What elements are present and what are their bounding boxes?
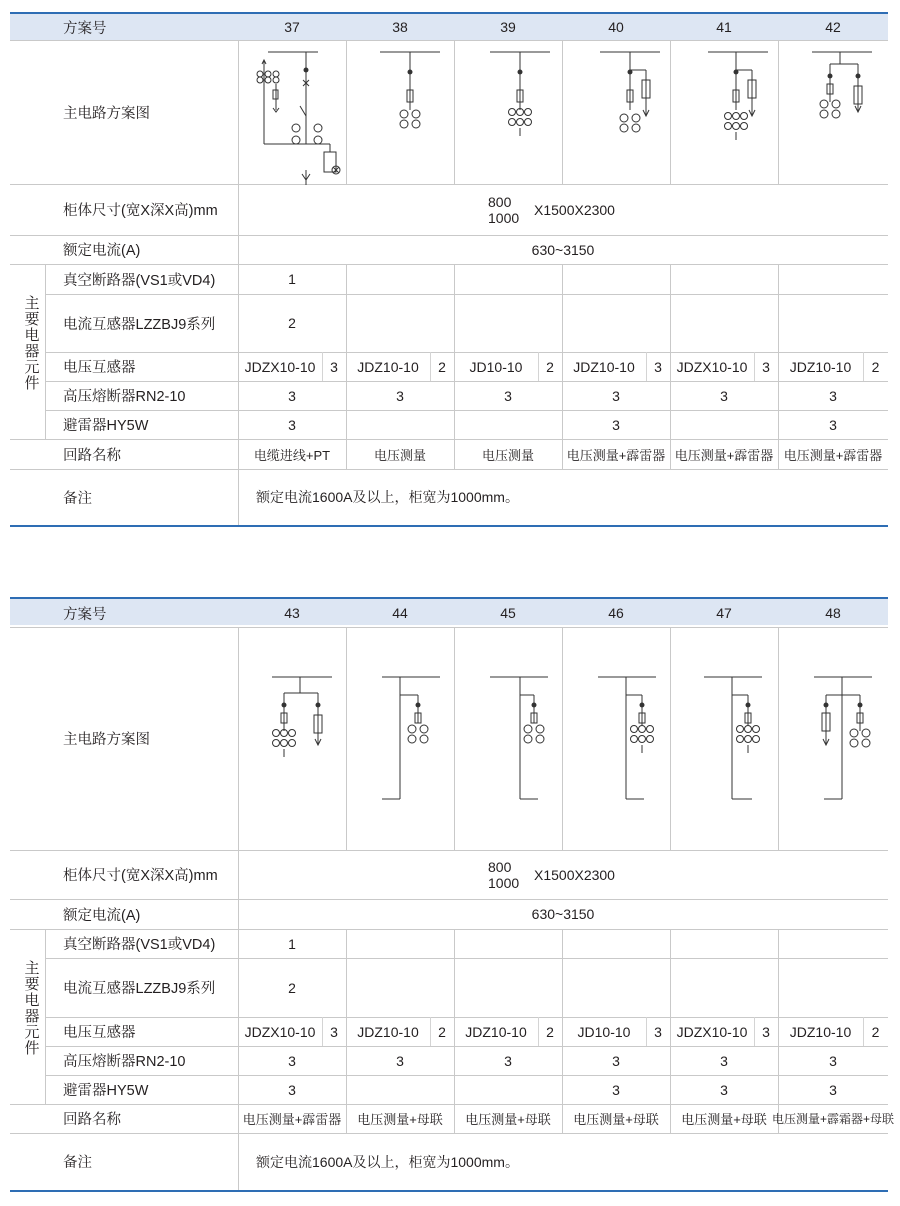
- pt-qty: 3: [762, 1023, 770, 1040]
- arrester-qty: [454, 410, 562, 439]
- rated-current-value: 630~3150: [531, 241, 595, 258]
- fuse-qty: 3: [829, 1052, 837, 1069]
- circuit-name: 电压测量: [373, 447, 426, 463]
- pt-qty: 3: [330, 1023, 338, 1040]
- scheme-table-1: [10, 12, 888, 527]
- table-bottom-rule: [10, 525, 888, 527]
- cabinet-width-1000: 1000: [488, 210, 520, 226]
- arrester-qty: 3: [612, 1081, 620, 1098]
- cabinet-depth-height: X1500X2300: [534, 867, 615, 883]
- remark-text: 额定电流1600A及以上，柜宽为1000mm。: [256, 1153, 519, 1170]
- arrester-qty: 3: [612, 416, 620, 433]
- cabinet-width-800: 800: [488, 859, 512, 875]
- pt-model: JD10-10: [469, 358, 523, 375]
- fuse-qty: 3: [288, 387, 296, 404]
- pt-qty: 2: [871, 358, 880, 375]
- circuit-diagram-39: [454, 40, 562, 184]
- pt-model: JDZ10-10: [465, 1023, 527, 1040]
- size-row-label: 柜体尺寸(宽X深X高)mm: [63, 868, 218, 884]
- diagram-row-label: 主电路方案图: [63, 105, 150, 122]
- circuit-name: 电压测量+霹霜器+母联: [771, 1112, 895, 1126]
- circuit-row-label: 回路名称: [63, 447, 121, 464]
- breaker-row-label: 真空断路器(VS1或VD4): [63, 937, 216, 953]
- arrester-row-label: 避雷器HY5W: [63, 1083, 149, 1099]
- arrester-qty: [346, 410, 454, 439]
- diagram-row-label: 主电路方案图: [63, 732, 150, 748]
- circuit-row-label: 回路名称: [63, 1112, 121, 1128]
- pt-model: JDZX10-10: [676, 1023, 748, 1040]
- circuit-diagram-43: [238, 627, 346, 850]
- arrester-qty: [670, 410, 778, 439]
- circuit-name: 电压测量+母联: [573, 1112, 659, 1127]
- circuit-diagram-40: [562, 40, 670, 184]
- pt-qty: 3: [762, 358, 770, 375]
- circuit-name: 电压测量+母联: [681, 1112, 767, 1127]
- pt-qty: 2: [546, 1023, 554, 1040]
- pt-model: JDZ10-10: [789, 358, 852, 375]
- pt-qty: 3: [330, 358, 338, 375]
- pt-model: JDZX10-10: [244, 1023, 316, 1040]
- circuit-diagram-44: [346, 627, 454, 850]
- pt-row-label: 电压互感器: [63, 360, 136, 376]
- circuit-diagram-42: [778, 40, 888, 184]
- arrester-row-label: 避雷器HY5W: [63, 418, 149, 434]
- circuit-name: 电压测量+霹雷器: [566, 447, 666, 463]
- circuit-diagram-41: [670, 40, 778, 184]
- pt-model: JDZX10-10: [676, 358, 748, 375]
- fuse-qty: 3: [720, 387, 728, 404]
- scheme-number: 40: [608, 19, 624, 35]
- fuse-qty: 3: [829, 387, 837, 404]
- fuse-qty: 3: [504, 387, 512, 404]
- scheme-number: 43: [284, 605, 300, 621]
- scheme-number: 46: [608, 605, 624, 621]
- cabinet-depth-height: X1500X2300: [534, 202, 615, 218]
- fuse-row-label: 高压熔断器RN2-10: [63, 389, 186, 405]
- circuit-diagram-37: [238, 40, 346, 184]
- circuit-diagram-46: [562, 627, 670, 850]
- fuse-qty: 3: [288, 1052, 296, 1069]
- remark-row-label: 备注: [63, 490, 92, 507]
- fuse-row-label: 高压熔断器RN2-10: [63, 1054, 186, 1070]
- remark-text: 额定电流1600A及以上，柜宽为1000mm。: [256, 489, 519, 505]
- main-components-group-label: 主要电器元件: [24, 295, 40, 392]
- scheme-number: 42: [825, 19, 841, 35]
- circuit-diagram-47: [670, 627, 778, 850]
- arrester-qty: 3: [829, 1081, 837, 1098]
- pt-qty: 2: [438, 1023, 446, 1040]
- scheme-number-label: 方案号: [63, 20, 107, 37]
- arrester-qty: [454, 1075, 562, 1104]
- arrester-qty: 3: [720, 1081, 728, 1098]
- arrester-qty: [346, 1075, 454, 1104]
- pt-qty: 3: [654, 358, 662, 375]
- breaker-qty: 1: [288, 271, 296, 287]
- scheme-number: 47: [716, 605, 732, 621]
- scheme-number: 48: [825, 605, 841, 621]
- fuse-qty: 3: [612, 1052, 620, 1069]
- rated-current-value: 630~3150: [531, 906, 595, 922]
- size-row-label: 柜体尺寸(宽X深X高)mm: [63, 203, 218, 219]
- breaker-row-label: 真空断路器(VS1或VD4): [63, 272, 216, 289]
- cabinet-width-1000: 1000: [488, 875, 520, 891]
- fuse-qty: 3: [396, 1052, 404, 1069]
- fuse-qty: 3: [612, 387, 620, 404]
- circuit-name: 电压测量+母联: [465, 1112, 551, 1127]
- arrester-qty: 3: [829, 416, 837, 433]
- pt-qty: 2: [546, 358, 554, 375]
- scheme-number: 44: [392, 605, 408, 621]
- current-row-label: 额定电流(A): [63, 907, 141, 924]
- fuse-qty: 3: [720, 1052, 728, 1069]
- circuit-diagram-38: [346, 40, 454, 184]
- current-row-label: 额定电流(A): [63, 243, 141, 259]
- pt-qty: 2: [438, 358, 446, 375]
- circuit-diagram-45: [454, 627, 562, 850]
- main-components-group-label: 主要电器元件: [24, 960, 40, 1057]
- circuit-name: 电压测量: [481, 447, 534, 463]
- ct-row-label: 电流互感器LZZBJ9系列: [63, 981, 216, 997]
- scheme-number-label: 方案号: [63, 606, 107, 623]
- scheme-table-2: [10, 597, 895, 1192]
- scheme-number: 38: [392, 19, 408, 35]
- pt-model: JDZ10-10: [573, 358, 635, 375]
- circuit-name: 电压测量+霹雷器: [783, 447, 883, 463]
- breaker-qty: 1: [288, 935, 296, 952]
- circuit-name: 电压测量+母联: [357, 1112, 443, 1127]
- scheme-number: 45: [500, 605, 516, 621]
- pt-qty: 2: [871, 1023, 880, 1040]
- arrester-qty: 3: [288, 416, 296, 433]
- circuit-name: 电压测量+霹雷器: [242, 1112, 342, 1127]
- pt-row-label: 电压互感器: [63, 1025, 136, 1041]
- remark-row-label: 备注: [63, 1155, 92, 1171]
- circuit-diagram-48: [778, 627, 888, 850]
- ct-qty: 2: [288, 979, 296, 996]
- pt-model: JDZ10-10: [789, 1023, 852, 1040]
- scheme-number: 37: [284, 19, 300, 35]
- cabinet-width-800: 800: [488, 194, 512, 210]
- circuit-name: 电压测量+霹雷器: [674, 447, 774, 463]
- ct-row-label: 电流互感器LZZBJ9系列: [63, 316, 216, 333]
- pt-model: JD10-10: [577, 1023, 631, 1040]
- pt-model: JDZ10-10: [357, 358, 419, 375]
- pt-model: JDZX10-10: [244, 358, 316, 375]
- scheme-number: 41: [716, 19, 732, 35]
- scheme-number: 39: [500, 19, 516, 35]
- ct-qty: 2: [288, 315, 296, 331]
- pt-qty: 3: [654, 1023, 662, 1040]
- arrester-qty: 3: [288, 1081, 296, 1098]
- table-bottom-rule: [10, 1190, 888, 1192]
- fuse-qty: 3: [504, 1052, 512, 1069]
- circuit-name: 电缆进线+PT: [253, 447, 331, 463]
- fuse-qty: 3: [396, 387, 404, 404]
- pt-model: JDZ10-10: [357, 1023, 419, 1040]
